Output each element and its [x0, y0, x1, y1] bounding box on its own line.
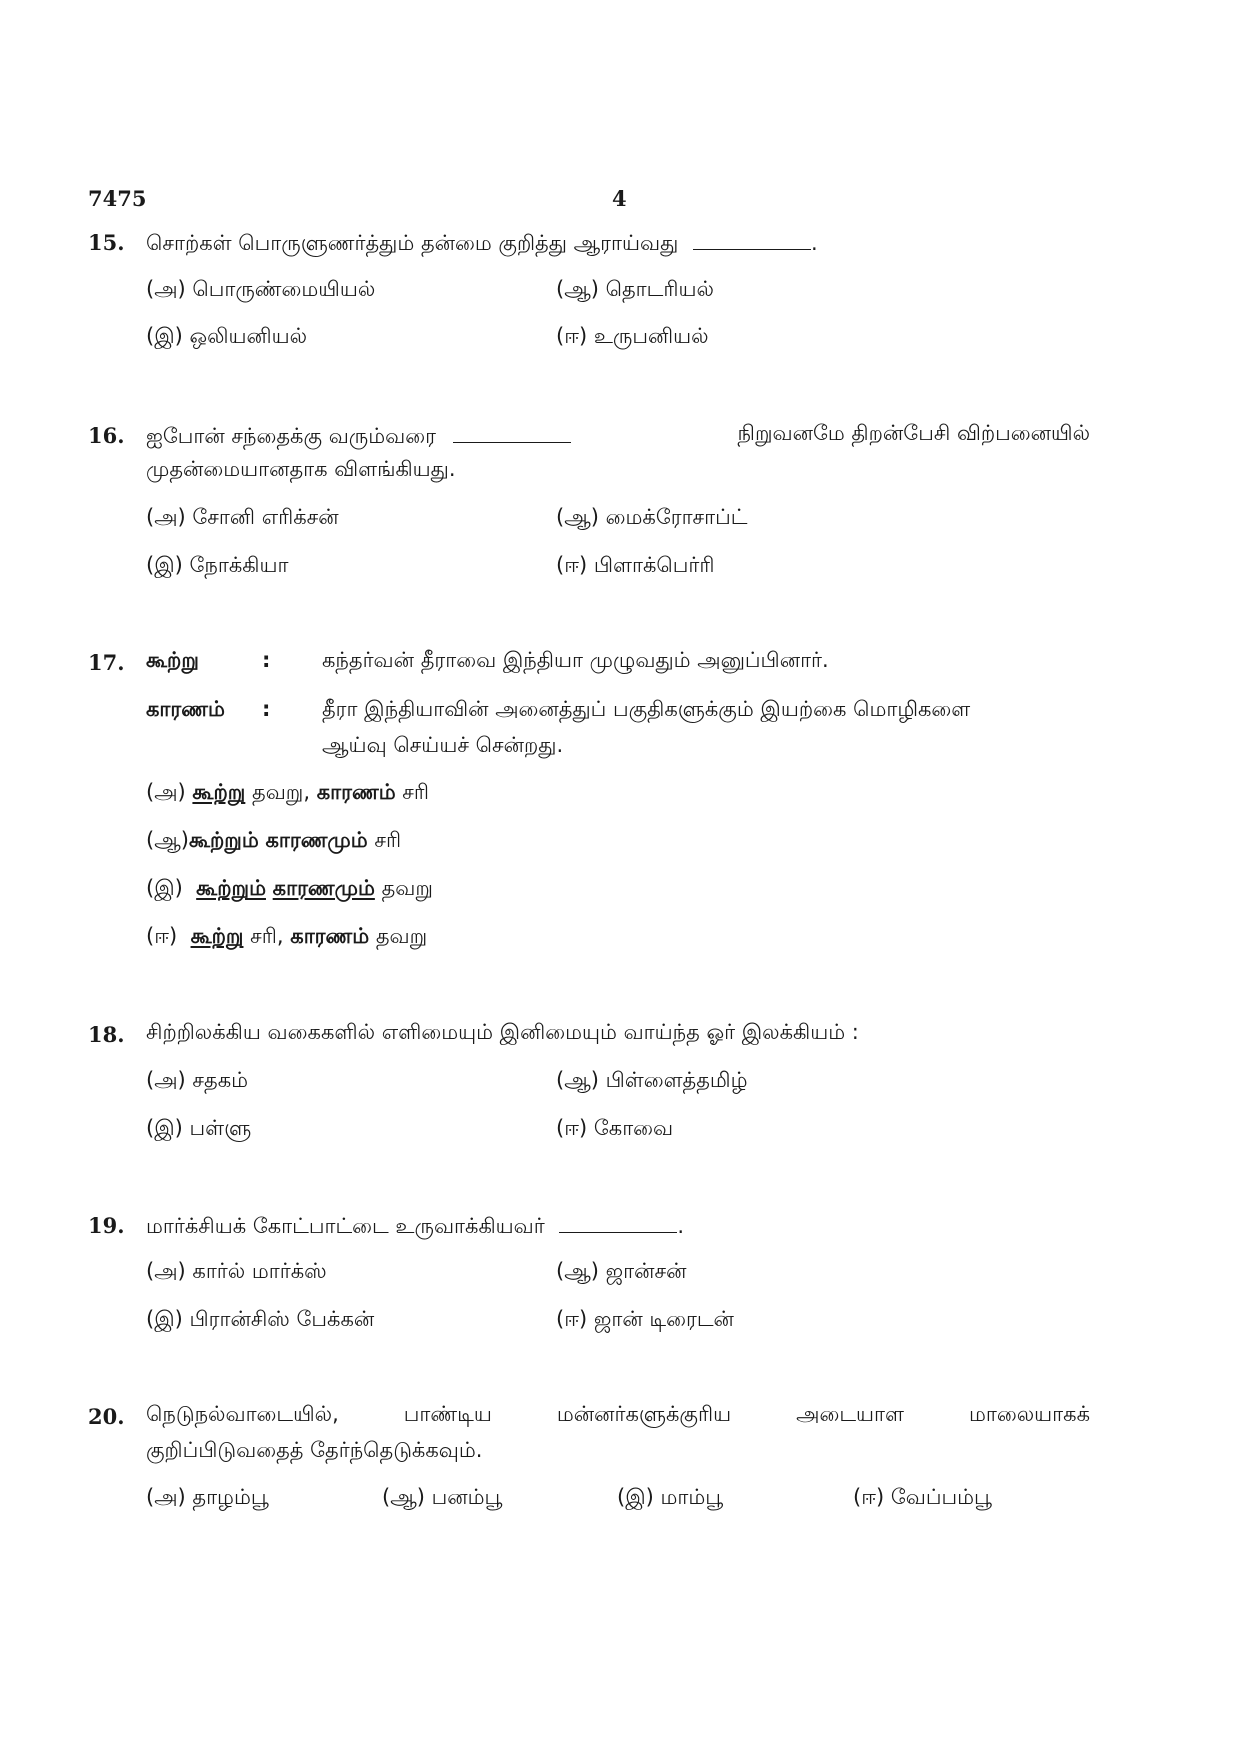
option-prefix: (ஆ): [146, 828, 189, 852]
option-assertion-word: கூற்று: [190, 924, 244, 948]
option-reason-word: காரணமும்: [272, 876, 375, 900]
option-prefix: (ஈ): [146, 924, 178, 948]
option-assertion-word: கூற்று: [192, 780, 246, 804]
question-number: 15.: [88, 230, 125, 255]
question-number: 16.: [88, 423, 125, 448]
question-number: 18.: [88, 1022, 125, 1047]
option-c: (இ) பள்ளு: [146, 1116, 252, 1140]
question-text-end: .: [811, 231, 818, 255]
option-verdict: சரி,: [250, 924, 284, 948]
option-c: (இ) பிரான்சிஸ் பேக்கன்: [146, 1307, 375, 1331]
option-assertion-word: கூற்றும்: [188, 828, 259, 852]
question-text-body: மார்க்சியக் கோட்பாட்டை உருவாக்கியவர்: [146, 1214, 545, 1238]
option-prefix: (இ): [146, 876, 183, 900]
option-verdict: தவறு: [375, 924, 428, 948]
question-text-body: ஐபோன் சந்தைக்கு வரும்வரை: [146, 424, 436, 448]
option-b: (ஆ) பிள்ளைத்தமிழ்: [556, 1068, 748, 1092]
question-text: [146, 228, 818, 258]
question-number: 20.: [88, 1404, 125, 1429]
answer-blank: [453, 421, 571, 443]
option-d: (ஈ) கோவை: [556, 1116, 674, 1140]
option-b: (ஆ) மைக்ரோசாப்ட்: [556, 505, 748, 529]
option-a: (அ) சதகம்: [146, 1068, 249, 1092]
option-a: (அ) தாழம்பூ: [146, 1485, 269, 1509]
option-d: (ஈ) உருபனியல்: [556, 324, 709, 348]
question-text-line1-end: நிறுவனமே திறன்பேசி விற்பனையில்: [737, 421, 1090, 445]
question-text-body: சொற்கள் பொருளுணர்த்தும் தன்மை குறித்து ஆராய்வது: [146, 231, 679, 255]
option-d: (ஈ) வேப்பம்பூ: [853, 1485, 992, 1509]
question-text-line2: குறிப்பிடுவதைத் தேர்ந்தெடுக்கவும்.: [146, 1438, 483, 1462]
question-text: சிற்றிலக்கிய வகைகளில் எளிமையும் இனிமையும் வாய்ந்த ஓர் இலக்கியம் :: [146, 1020, 859, 1044]
option-b: (ஆ) தொடரியல்: [556, 277, 714, 301]
option-d: [146, 924, 427, 951]
option-prefix: (அ): [146, 780, 186, 804]
question-text: [146, 1211, 684, 1241]
option-c: (இ) ஒலியனியல்: [146, 324, 308, 348]
paper-code: 7475: [88, 186, 147, 211]
assertion-colon: :: [262, 648, 271, 672]
reason-text-line2: ஆய்வு செய்யச் சென்றது.: [322, 733, 564, 757]
option-reason-word: காரணமும்: [265, 828, 368, 852]
option-a: (அ) பொருண்மையியல்: [146, 277, 376, 301]
option-d: (ஈ) பிளாக்பெர்ரி: [556, 553, 715, 577]
option-verdict: தவறு,: [252, 780, 311, 804]
option-c: (இ) நோக்கியா: [146, 553, 289, 577]
option-reason-word: காரணம்: [290, 924, 370, 948]
option-verdict: சரி: [374, 828, 402, 852]
answer-blank: [559, 1211, 677, 1233]
question-text-line2: முதன்மையானதாக விளங்கியது.: [146, 457, 456, 481]
reason-colon: :: [262, 697, 271, 721]
option-verdict: சரி: [402, 780, 430, 804]
question-number: 17.: [88, 650, 125, 675]
option-reason-word: காரணம்: [316, 780, 396, 804]
option-assertion-word: கூற்றும்: [196, 876, 266, 900]
answer-blank: [693, 228, 811, 250]
page-number: 4: [612, 186, 627, 211]
reason-text-line1: தீரா இந்தியாவின் அனைத்துப் பகுதிகளுக்கும் இயற்கை மொழிகளை: [322, 697, 971, 721]
option-b: (ஆ) ஜான்சன்: [556, 1259, 687, 1283]
option-a: (அ) சோனி எரிக்சன்: [146, 505, 339, 529]
question-text-end: .: [677, 1214, 685, 1238]
option-verdict: தவறு: [381, 876, 433, 900]
option-b: [146, 828, 401, 855]
question-text-line1: நெடுநல்வாடையில், பாண்டிய மன்னர்களுக்குரிய அடையாள மாலையாகக்: [146, 1402, 1090, 1426]
option-d: (ஈ) ஜான் டிரைடன்: [556, 1307, 734, 1331]
option-c: [146, 876, 433, 903]
reason-label: காரணம்: [146, 697, 225, 721]
question-number: 19.: [88, 1213, 125, 1238]
question-text-line1-start: [146, 421, 571, 451]
assertion-text: கந்தர்வன் தீராவை இந்தியா முழுவதும் அனுப்பினார்.: [322, 648, 829, 672]
assertion-label: கூற்று: [146, 648, 199, 672]
option-a: (அ) கார்ல் மார்க்ஸ்: [146, 1259, 327, 1283]
option-a: [146, 780, 429, 807]
option-c: (இ) மாம்பூ: [617, 1485, 724, 1509]
option-b: (ஆ) பனம்பூ: [382, 1485, 503, 1509]
